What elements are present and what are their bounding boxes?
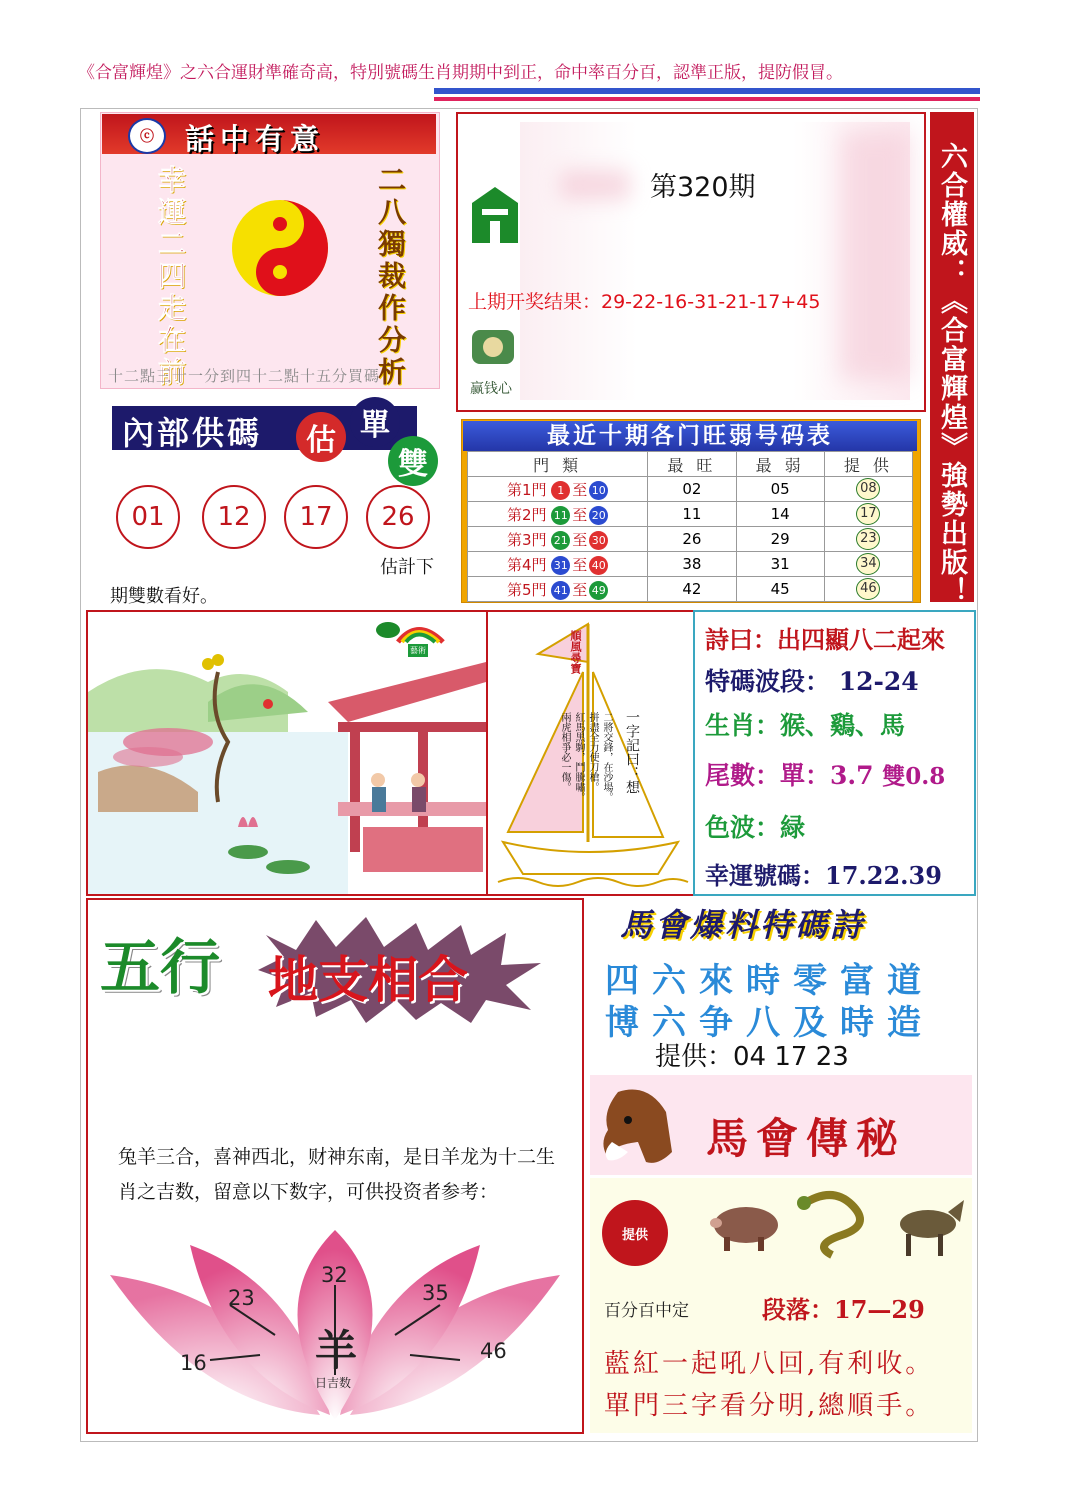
riddle-left-verse: 幸運二四走在前 xyxy=(154,165,187,389)
sail-text: 一字記曰：想 xyxy=(624,710,640,794)
sail-text: 二將交鋒，在沙場。 xyxy=(601,712,612,802)
stripe-red xyxy=(434,97,980,101)
provide-number: 34 xyxy=(856,553,880,575)
table-row xyxy=(468,502,913,527)
provide-cell xyxy=(824,527,912,552)
provide-cell xyxy=(824,577,912,602)
provider-stamp: 提供 xyxy=(602,1200,668,1266)
poem-tail-odd: 尾數：單：3.7 xyxy=(705,761,883,790)
cold-cell: 05 xyxy=(736,477,824,502)
sure-hit-text: 百分百中定 xyxy=(604,1301,689,1321)
poem-line xyxy=(705,756,945,792)
last-draw-result: 上期开奖结果：29-22-16-31-21-17+45 xyxy=(468,291,821,313)
range-to: 至 xyxy=(572,580,588,599)
code-note-a: 估計下 xyxy=(380,557,434,578)
cold-cell: 29 xyxy=(736,527,824,552)
gate-label: 第3門 xyxy=(506,530,547,549)
range-start-ball: 11 xyxy=(551,506,570,525)
gate-cell xyxy=(468,577,648,602)
art-stamp: 藝術 xyxy=(410,646,426,655)
range-start-ball: 1 xyxy=(551,481,570,500)
poem-line: 色波：緑 xyxy=(705,813,806,842)
gate-cell xyxy=(468,477,648,502)
poem-line: 幸運號碼：17.22.39 xyxy=(705,861,942,890)
stripe-blue xyxy=(434,88,980,94)
code-number: 01 xyxy=(116,485,180,549)
col-header: 門 類 xyxy=(468,452,648,477)
table-row xyxy=(468,527,913,552)
range-to: 至 xyxy=(572,505,588,524)
range-end-ball: 49 xyxy=(589,581,608,600)
horse-poem-title: 馬會爆料特碼詩 xyxy=(620,906,866,944)
gate-label: 第4門 xyxy=(506,555,547,574)
hot-cell: 02 xyxy=(648,477,736,502)
range-end-ball: 40 xyxy=(589,556,608,575)
hot-cell: 11 xyxy=(648,502,736,527)
range-end-ball: 20 xyxy=(589,506,608,525)
range-end-ball: 10 xyxy=(589,481,608,500)
horse-head-icon xyxy=(598,1082,674,1170)
five-elements-title: 五行 xyxy=(100,933,220,1003)
gate-label: 第2門 xyxy=(506,505,547,524)
poem-line: 特碼波段： 12-24 xyxy=(705,667,919,696)
pig-icon xyxy=(706,1195,786,1255)
gate-cell xyxy=(468,502,648,527)
lotus-number: 35 xyxy=(422,1281,449,1305)
table-header-row xyxy=(468,452,913,477)
badge-estimate: 估 xyxy=(296,412,346,462)
badge-odd: 單 xyxy=(350,397,400,447)
table-row xyxy=(468,577,913,602)
code-number: 12 xyxy=(202,485,266,549)
poem-line: 生肖：猴、鷄、馬 xyxy=(705,711,906,740)
branch-harmony-title: 地支相合 xyxy=(268,950,468,1009)
hot-cell: 26 xyxy=(648,527,736,552)
sail-riddle xyxy=(486,610,695,896)
provide-cell xyxy=(824,552,912,577)
col-header: 最 弱 xyxy=(736,452,824,477)
blur-smudge xyxy=(840,130,910,380)
green-logo-icon xyxy=(470,185,520,247)
code-number: 26 xyxy=(366,485,430,549)
cold-cell: 14 xyxy=(736,502,824,527)
gate-table xyxy=(467,451,913,602)
poem-panel xyxy=(693,610,976,896)
landscape-painting xyxy=(86,610,488,896)
hot-cell: 38 xyxy=(648,552,736,577)
provide-number: 23 xyxy=(856,528,880,550)
cold-cell: 45 xyxy=(736,577,824,602)
lotus-chart xyxy=(100,1225,570,1425)
horse-poem-line: 博六争八及時造 xyxy=(605,1003,934,1043)
sail-text: 兩虎相爭必一傷。 xyxy=(559,712,570,792)
range-end-ball: 30 xyxy=(589,531,608,550)
provide-cell xyxy=(824,477,912,502)
side-banner-text: 六合權威：《合富輝煌》強勢出版！ xyxy=(936,142,967,606)
sail-flag: 順風尋寶 xyxy=(569,630,582,674)
gate-table-title: 最近十期各门旺弱号码表 xyxy=(463,421,917,451)
gate-label: 第5門 xyxy=(506,580,547,599)
code-note-b: 期雙數看好。 xyxy=(110,586,218,607)
secret-title: 馬會傳秘 xyxy=(706,1114,907,1163)
provide-number: 08 xyxy=(856,478,880,500)
yin-yang-icon xyxy=(230,198,330,298)
range-start-ball: 31 xyxy=(551,556,570,575)
lotus-number: 32 xyxy=(321,1263,348,1287)
riddle-title: 話中有意 xyxy=(185,122,326,156)
secret-verse: 藍紅一起吼八回,有利收。 xyxy=(604,1349,935,1379)
coin-caption: 赢钱心 xyxy=(470,381,512,397)
range-start-ball: 21 xyxy=(551,531,570,550)
poem-line: 詩曰：出四顯八二起來 xyxy=(705,625,945,654)
issue-number: 第320期 xyxy=(650,172,756,203)
provide-cell xyxy=(824,502,912,527)
range-to: 至 xyxy=(572,530,588,549)
lotus-caption: 日吉数 xyxy=(315,1376,352,1390)
table-row xyxy=(468,552,913,577)
badge-even: 雙 xyxy=(388,436,438,486)
secret-verse: 單門三字看分明,總順手。 xyxy=(604,1391,935,1421)
poem-tail-even: 雙0.8 xyxy=(882,763,946,790)
provide-number: 46 xyxy=(856,578,880,600)
sail-text: 紅馬黑駒，鬥騰嘯。 xyxy=(573,712,584,802)
range-to: 至 xyxy=(572,555,588,574)
table-row xyxy=(468,477,913,502)
blur-smudge xyxy=(560,170,630,200)
hot-cell: 42 xyxy=(648,577,736,602)
riddle-right-verse: 二八獨裁作分析 xyxy=(374,165,407,389)
provide-number: 17 xyxy=(856,503,880,525)
top-banner: 《合富輝煌》之六合運財準確奇高，特別號碼生肖期期中到正，命中率百分百，認準正版，提防假冒。 xyxy=(78,63,843,83)
gate-cell xyxy=(468,552,648,577)
range-to: 至 xyxy=(572,480,588,499)
sail-text: 拼盡全力使刀槍。 xyxy=(587,712,598,792)
horse-poem-line: 四六來時零富道 xyxy=(605,961,934,1001)
lotus-zodiac: 羊 xyxy=(315,1326,358,1375)
col-header: 最 旺 xyxy=(648,452,736,477)
lotus-number: 23 xyxy=(228,1286,255,1310)
money-bag-icon xyxy=(468,320,518,370)
lotus-number: 16 xyxy=(180,1351,207,1375)
number-range: 段落：17—29 xyxy=(762,1295,925,1324)
riddle-footer: 十二點三十一分到四十二點十五分買碼 xyxy=(108,367,381,385)
five-elements-text: 兔羊三合，喜神西北，财神东南，是日羊龙为十二生肖之吉数，留意以下数字，可供投资者参考： xyxy=(118,1146,556,1203)
gate-cell xyxy=(468,527,648,552)
dog-icon xyxy=(888,1192,968,1262)
gate-label: 第1門 xyxy=(506,480,547,499)
brand-logo-icon: ⓒ xyxy=(128,118,166,154)
cold-cell: 31 xyxy=(736,552,824,577)
range-start-ball: 41 xyxy=(551,581,570,600)
code-number: 17 xyxy=(284,485,348,549)
horse-poem-provide: 提供：04 17 23 xyxy=(655,1042,849,1072)
col-header: 提 供 xyxy=(824,452,912,477)
inner-code-title: 內部供碼 xyxy=(122,414,263,452)
dragon-icon xyxy=(792,1185,882,1260)
lotus-number: 46 xyxy=(480,1339,507,1363)
